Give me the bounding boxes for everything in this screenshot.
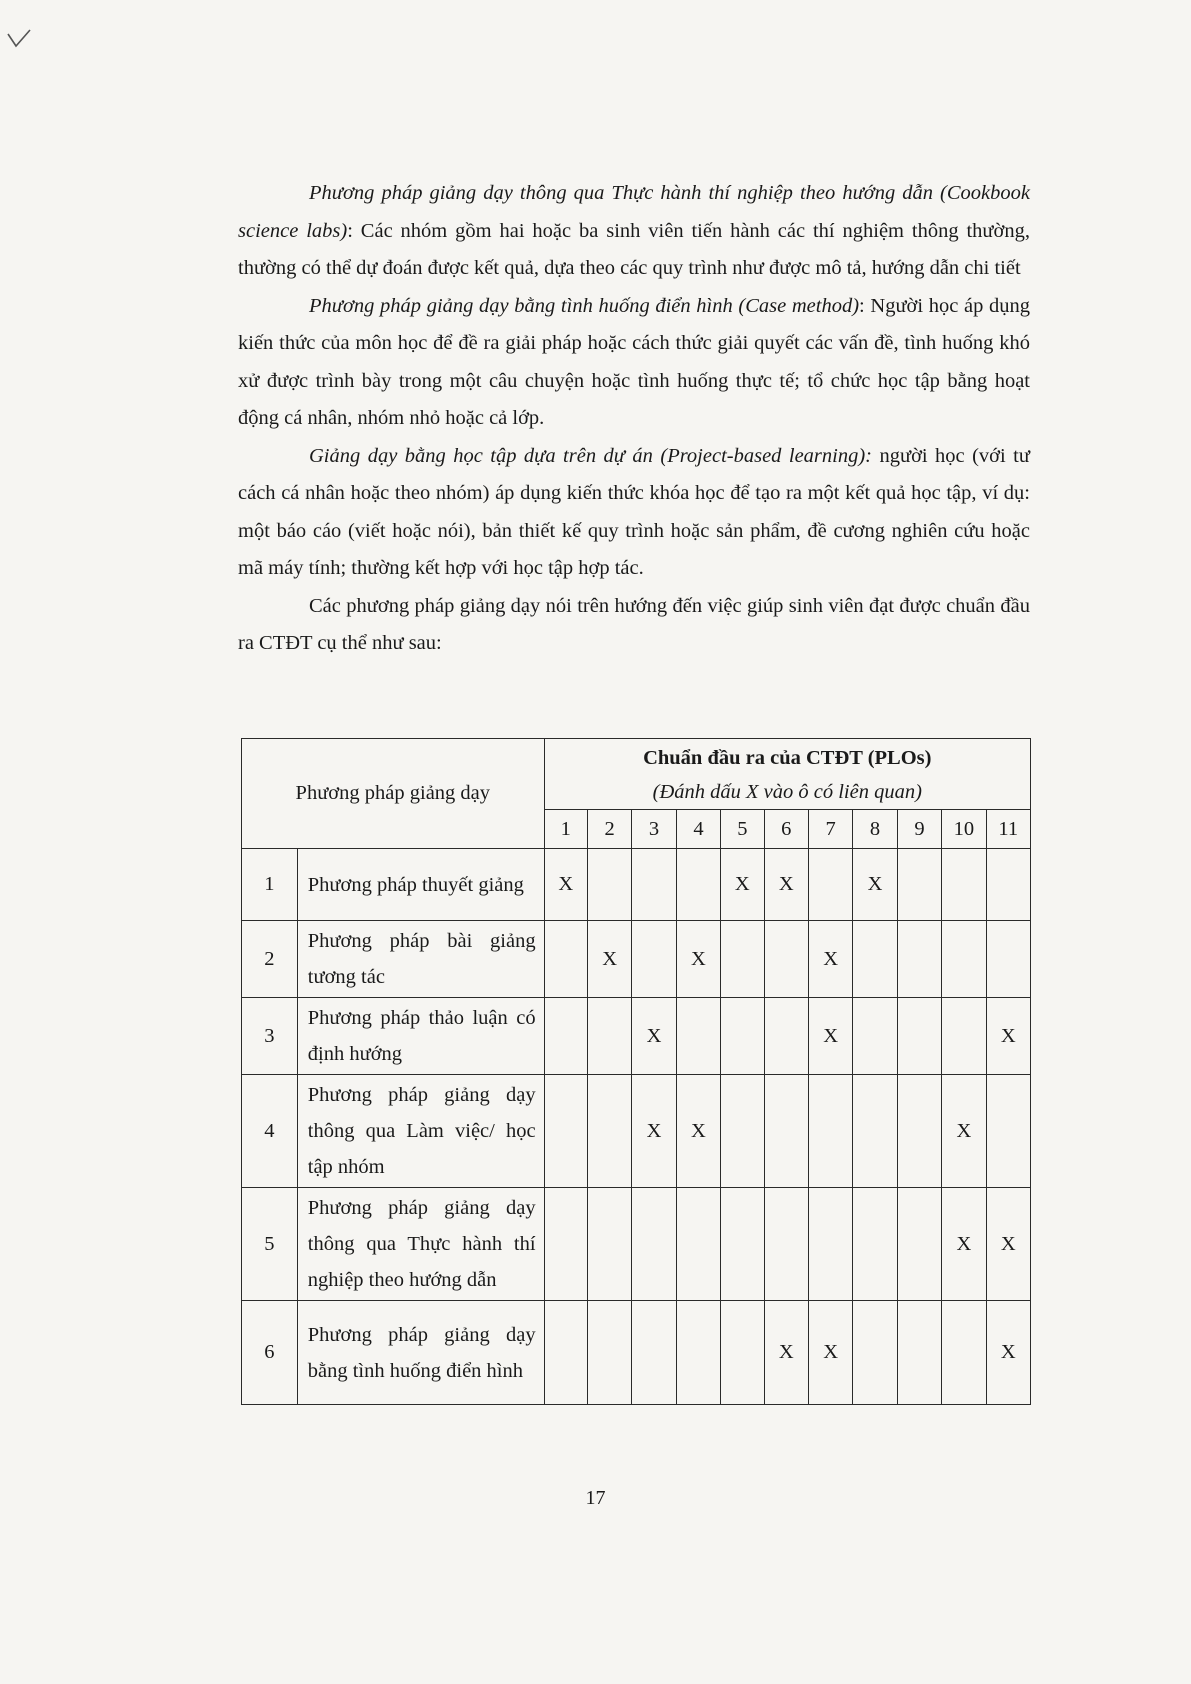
- plo-mark-cell: [587, 849, 631, 921]
- plo-mark-cell: X: [676, 921, 720, 998]
- plo-mark-cell: [808, 849, 852, 921]
- plo-mark-cell: [676, 849, 720, 921]
- plo-mark-cell: [853, 921, 897, 998]
- plo-mark-cell: [544, 1301, 587, 1405]
- plo-mark-cell: [587, 1301, 631, 1405]
- plo-number-cell: 4: [676, 810, 720, 849]
- plo-mark-cell: [897, 1301, 941, 1405]
- plo-mark-cell: [897, 998, 941, 1075]
- plo-mark-cell: X: [808, 921, 852, 998]
- paragraph-project-based: Giảng dạy bằng học tập dựa trên dự án (Project-based learning): người học (với tư cách cá nhân hoặc theo nhóm) áp dụng kiến thức khóa học để tạo ra một kết quả học tập, ví dụ: một báo cáo (viết hoặc nói), bản thiết kế quy trình hoặc sản phẩm, đề cương nghiên cứu hoặc mã máy tính; thường kết hợp với học tập hợp tác.: [238, 444, 1030, 579]
- table-row: [242, 1188, 1031, 1301]
- table-row: [242, 1301, 1031, 1405]
- plo-number-cell: 8: [853, 810, 897, 849]
- plo-mark-cell: [632, 1188, 676, 1301]
- plo-mapping-table: [241, 738, 1031, 1405]
- plo-mark-cell: [721, 1301, 764, 1405]
- plo-mark-cell: [853, 1188, 897, 1301]
- plo-mark-cell: [764, 921, 808, 998]
- plo-mark-cell: [986, 1075, 1030, 1188]
- table-row: [242, 1075, 1031, 1188]
- plo-mark-cell: [676, 1301, 720, 1405]
- plo-header-note: (Đánh dấu X vào ô có liên quan): [652, 781, 922, 803]
- plo-mark-cell: [764, 1188, 808, 1301]
- plo-mark-cell: [986, 921, 1030, 998]
- table-row: [242, 921, 1031, 998]
- row-number: 4: [242, 1075, 298, 1188]
- plo-mark-cell: X: [721, 849, 764, 921]
- plo-mark-cell: X: [986, 998, 1030, 1075]
- plo-mark-cell: [897, 1075, 941, 1188]
- table-row: [242, 998, 1031, 1075]
- method-name: Phương pháp giảng dạy thông qua Làm việc/ học tập nhóm: [297, 1075, 544, 1188]
- plo-mark-cell: X: [632, 1075, 676, 1188]
- plo-number-cell: 7: [808, 810, 852, 849]
- paragraph-intro-table: Các phương pháp giảng dạy nói trên hướng đến việc giúp sinh viên đạt được chuẩn đầu ra CTĐT cụ thể như sau:: [238, 594, 1030, 654]
- plo-mark-cell: [853, 1075, 897, 1188]
- plo-mark-cell: [721, 1188, 764, 1301]
- method-name: Phương pháp thuyết giảng: [297, 849, 544, 921]
- plo-mark-cell: [721, 998, 764, 1075]
- plo-table-body: [242, 849, 1031, 1405]
- row-number: 1: [242, 849, 298, 921]
- plo-number-cell: 5: [721, 810, 764, 849]
- method-column-header: Phương pháp giảng dạy: [242, 739, 545, 849]
- paragraph-cookbook: Phương pháp giảng dạy thông qua Thực hành thí nghiệp theo hướng dẫn (Cookbook science labs): Các nhóm gồm hai hoặc ba sinh viên tiến hành các thí nghiệm thông thường, thường có thể dự đoán được kết quả, dựa theo các quy trình như được mô tả, hướng dẫn chi tiết: [238, 182, 1030, 279]
- plo-mark-cell: [632, 1301, 676, 1405]
- plo-mark-cell: [897, 921, 941, 998]
- page-number: 17: [585, 1487, 606, 1509]
- plo-mark-cell: [587, 1075, 631, 1188]
- plo-number-cell: 2: [587, 810, 631, 849]
- body-text: [238, 175, 1030, 663]
- plo-mark-cell: [544, 921, 587, 998]
- plo-mark-cell: X: [853, 849, 897, 921]
- plo-mark-cell: X: [676, 1075, 720, 1188]
- plo-number-cell: 3: [632, 810, 676, 849]
- method-name: Phương pháp giảng dạy bằng tình huống điển hình: [297, 1301, 544, 1405]
- method-name: Phương pháp bài giảng tương tác: [297, 921, 544, 998]
- plo-mark-cell: X: [764, 849, 808, 921]
- plo-mark-cell: X: [808, 1301, 852, 1405]
- plo-mark-cell: [897, 1188, 941, 1301]
- plo-mark-cell: X: [764, 1301, 808, 1405]
- plo-number-cell: 10: [942, 810, 986, 849]
- plo-mark-cell: [853, 1301, 897, 1405]
- plo-number-cell: 6: [764, 810, 808, 849]
- plo-number-cell: 11: [986, 810, 1030, 849]
- plo-mark-cell: [632, 921, 676, 998]
- row-number: 6: [242, 1301, 298, 1405]
- paragraph-case-method: Phương pháp giảng dạy bằng tình huống điển hình (Case method): Người học áp dụng kiến thức của môn học để đề ra giải pháp hoặc cách thức giải quyết các vấn đề, tình huống khó xử được trình bày trong một câu chuyện hoặc tình huống thực tế; tổ chức học tập bằng hoạt động cá nhân, nhóm nhỏ hoặc cả lớp.: [238, 294, 1030, 429]
- plo-mark-cell: [942, 849, 986, 921]
- plo-mark-cell: [544, 998, 587, 1075]
- plo-mark-cell: [986, 849, 1030, 921]
- plo-mark-cell: [587, 998, 631, 1075]
- plo-mark-cell: X: [986, 1301, 1030, 1405]
- plo-column-header: [544, 739, 1030, 810]
- row-number: 3: [242, 998, 298, 1075]
- plo-mark-cell: [721, 1075, 764, 1188]
- plo-mark-cell: [764, 998, 808, 1075]
- plo-mark-cell: X: [942, 1188, 986, 1301]
- method-name: Phương pháp giảng dạy thông qua Thực hành thí nghiệp theo hướng dẫn: [297, 1188, 544, 1301]
- plo-mark-cell: [808, 1075, 852, 1188]
- plo-header-title: Chuẩn đầu ra của CTĐT (PLOs): [643, 747, 932, 769]
- row-number: 5: [242, 1188, 298, 1301]
- scan-mark-icon: [6, 28, 32, 50]
- plo-mark-cell: [942, 1301, 986, 1405]
- plo-number-cell: 1: [544, 810, 587, 849]
- plo-mark-cell: [897, 849, 941, 921]
- row-number: 2: [242, 921, 298, 998]
- plo-mark-cell: [853, 998, 897, 1075]
- plo-mark-cell: X: [544, 849, 587, 921]
- plo-mark-cell: X: [632, 998, 676, 1075]
- plo-mark-cell: [676, 1188, 720, 1301]
- plo-mark-cell: [942, 998, 986, 1075]
- method-name: Phương pháp thảo luận có định hướng: [297, 998, 544, 1075]
- plo-mark-cell: [721, 921, 764, 998]
- plo-mark-cell: [544, 1075, 587, 1188]
- plo-mark-cell: [632, 849, 676, 921]
- plo-mark-cell: [676, 998, 720, 1075]
- plo-number-cell: 9: [897, 810, 941, 849]
- plo-mark-cell: [808, 1188, 852, 1301]
- plo-mark-cell: [587, 1188, 631, 1301]
- plo-mark-cell: [544, 1188, 587, 1301]
- plo-mark-cell: [942, 921, 986, 998]
- plo-mark-cell: X: [587, 921, 631, 998]
- plo-mark-cell: X: [808, 998, 852, 1075]
- plo-mark-cell: X: [986, 1188, 1030, 1301]
- plo-mark-cell: [764, 1075, 808, 1188]
- table-row: [242, 849, 1031, 921]
- plo-mark-cell: X: [942, 1075, 986, 1188]
